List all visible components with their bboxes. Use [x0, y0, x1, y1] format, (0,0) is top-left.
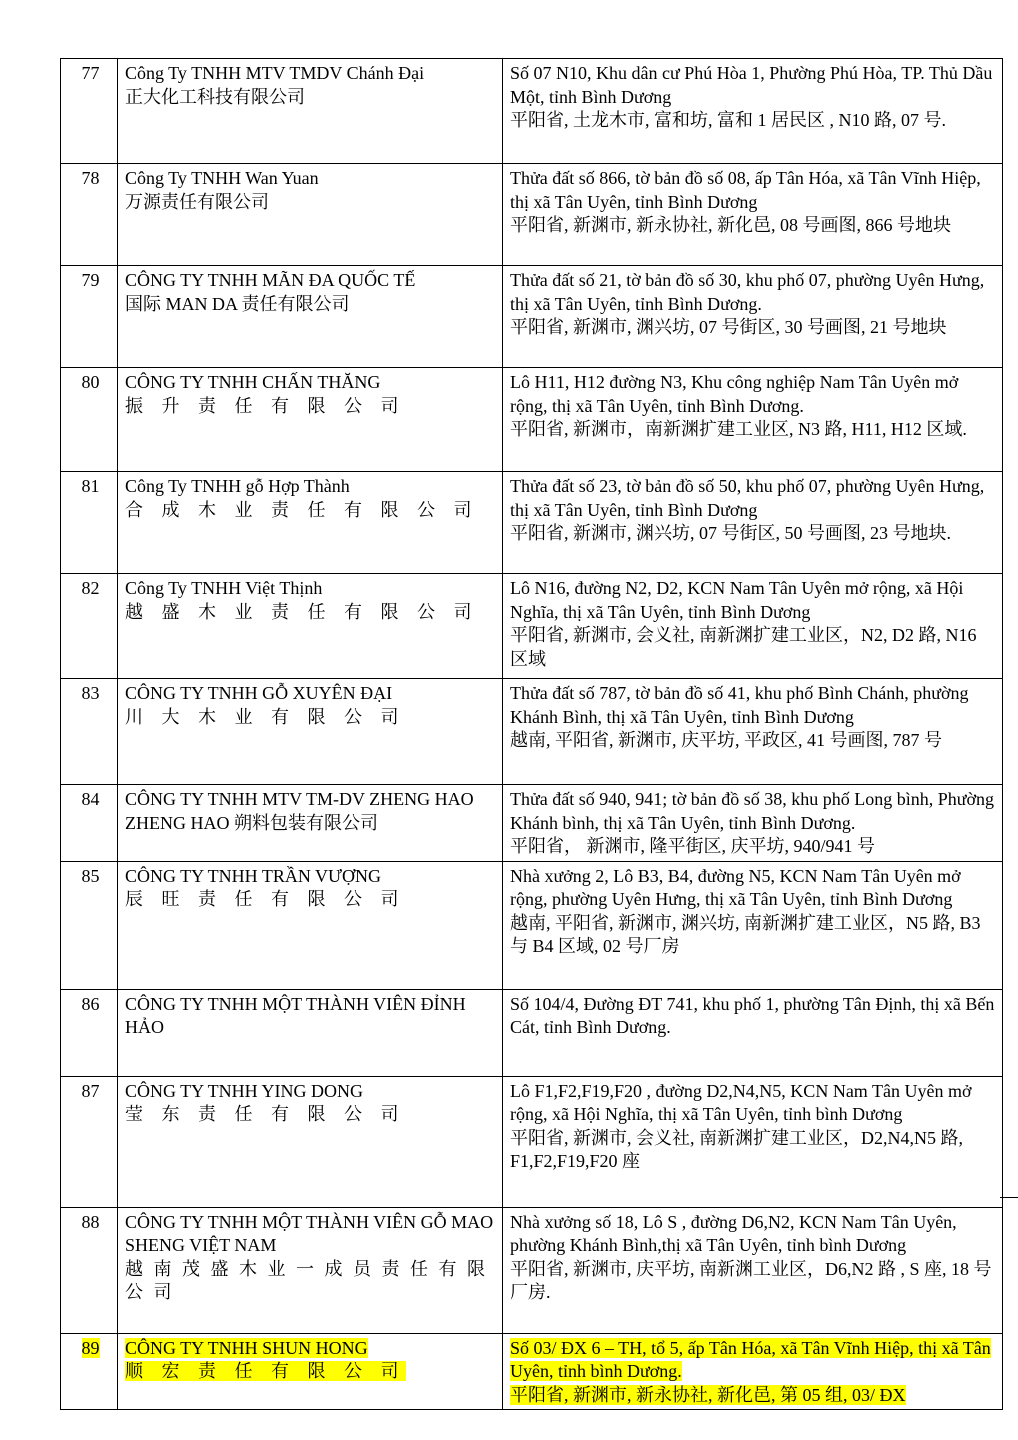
table-row: [61, 59, 1003, 164]
company-address: Thửa đất số 787, tờ bản đồ số 41, khu phố Bình Chánh, phường Khánh Bình, thị xã Tân Uyên, tỉnh Bình Dương 越南, 平阳省, 新渊市, 庆平坊, 平政区, 41 号画图, 787 号: [503, 679, 1003, 785]
table-row: [61, 989, 1003, 1076]
company-name: CÔNG TY TNHH MỘT THÀNH VIÊN ĐỈNH HẢO: [118, 989, 503, 1076]
row-number: 77: [61, 59, 118, 164]
table-row: [61, 266, 1003, 368]
company-name: Công Ty TNHH Wan Yuan 万源责任有限公司: [118, 164, 503, 266]
company-address: Số 07 N10, Khu dân cư Phú Hòa 1, Phường Phú Hòa, TP. Thủ Dầu Một, tỉnh Bình Dương 平阳省, 土龙木市, 富和坊, 富和 1 居民区 , N10 路, 07 号.: [503, 59, 1003, 164]
row-number: 82: [61, 574, 118, 679]
company-name: CÔNG TY TNHH YING DONG 莹 东 责 任 有 限 公 司: [118, 1076, 503, 1207]
table-row: [61, 1333, 1003, 1410]
row-number: 86: [61, 989, 118, 1076]
company-address: Nhà xưởng 2, Lô B3, B4, đường N5, KCN Nam Tân Uyên mở rộng, phường Uyên Hưng, thị xã Tân Uyên, tỉnh Bình Dương 越南, 平阳省, 新渊市, 渊兴坊, 南新渊扩建工业区，N5 路, B3 与 B4 区域, 02 号厂房: [503, 861, 1003, 989]
table-row: [61, 574, 1003, 679]
row-number: 85: [61, 861, 118, 989]
table-row: [61, 679, 1003, 785]
table-row: [61, 472, 1003, 574]
company-name: CÔNG TY TNHH MỘT THÀNH VIÊN GỖ MAO SHENG VIỆT NAM 越 南 茂 盛 木 业 一 成 员 责 任 有 限 公 司: [118, 1207, 503, 1333]
company-name: Công Ty TNHH gỗ Hợp Thành 合 成 木 业 责 任 有 限 公 司: [118, 472, 503, 574]
row-number: 84: [61, 785, 118, 862]
row-number: 81: [61, 472, 118, 574]
company-table: [60, 58, 1003, 1410]
company-address: Số 104/4, Đường ĐT 741, khu phố 1, phường Tân Định, thị xã Bến Cát, tỉnh Bình Dương.: [503, 989, 1003, 1076]
company-address: Thửa đất số 866, tờ bản đồ số 08, ấp Tân Hóa, xã Tân Vĩnh Hiệp, thị xã Tân Uyên, tỉnh Bình Dương 平阳省, 新渊市, 新永协社, 新化邑, 08 号画图, 866 号地块: [503, 164, 1003, 266]
row-number: 87: [61, 1076, 118, 1207]
table-row: [61, 861, 1003, 989]
company-address: Số 03/ ĐX 6 – TH, tổ 5, ấp Tân Hóa, xã Tân Vĩnh Hiệp, thị xã Tân Uyên, tỉnh bình Dương. 平阳省, 新渊市, 新永协社, 新化邑, 第 05 组, 03/ ĐX: [503, 1333, 1003, 1410]
stray-border-line: [1000, 1197, 1018, 1198]
row-number: 83: [61, 679, 118, 785]
table-row: [61, 368, 1003, 472]
row-number: 88: [61, 1207, 118, 1333]
row-number: 89: [61, 1333, 118, 1410]
company-address: Lô H11, H12 đường N3, Khu công nghiệp Nam Tân Uyên mở rộng, thị xã Tân Uyên, tỉnh Bình Dương. 平阳省, 新渊市，南新渊扩建工业区, N3 路, H11, H12 区域.: [503, 368, 1003, 472]
table-row: [61, 785, 1003, 862]
company-address: Lô F1,F2,F19,F20 , đường D2,N4,N5, KCN Nam Tân Uyên mở rộng, xã Hội Nghĩa, thị xã Tân Uyên, tỉnh bình Dương 平阳省, 新渊市, 会义社, 南新渊扩建工业区，D2,N4,N5 路, F1,F2,F19,F20 座: [503, 1076, 1003, 1207]
company-name: CÔNG TY TNHH MTV TM-DV ZHENG HAO ZHENG HAO 朔料包装有限公司: [118, 785, 503, 862]
table-row: [61, 1207, 1003, 1333]
row-number: 78: [61, 164, 118, 266]
table-row: [61, 164, 1003, 266]
table-row: [61, 1076, 1003, 1207]
company-address: Nhà xưởng số 18, Lô S , đường D6,N2, KCN Nam Tân Uyên, phường Khánh Bình,thị xã Tân Uyên, tỉnh bình Dương 平阳省, 新渊市, 庆平坊, 南新渊工业区，D6,N2 路 , S 座, 18 号厂房.: [503, 1207, 1003, 1333]
company-name: CÔNG TY TNHH TRẦN VƯỢNG 辰 旺 责 任 有 限 公 司: [118, 861, 503, 989]
company-name: CÔNG TY TNHH CHẤN THĂNG 振 升 责 任 有 限 公 司: [118, 368, 503, 472]
company-address: Thửa đất số 21, tờ bản đồ số 30, khu phố 07, phường Uyên Hưng, thị xã Tân Uyên, tỉnh Bình Dương. 平阳省, 新渊市, 渊兴坊, 07 号街区, 30 号画图, 21 号地块: [503, 266, 1003, 368]
company-name: CÔNG TY TNHH SHUN HONG 顺 宏 责 任 有 限 公 司: [118, 1333, 503, 1410]
company-name: CÔNG TY TNHH GỖ XUYÊN ĐẠI 川 大 木 业 有 限 公 司: [118, 679, 503, 785]
row-number: 79: [61, 266, 118, 368]
company-address: Thửa đất số 23, tờ bản đồ số 50, khu phố 07, phường Uyên Hưng, thị xã Tân Uyên, tỉnh Bình Dương 平阳省, 新渊市, 渊兴坊, 07 号街区, 50 号画图, 23 号地块.: [503, 472, 1003, 574]
row-number: 80: [61, 368, 118, 472]
company-address: Lô N16, đường N2, D2, KCN Nam Tân Uyên mở rộng, xã Hội Nghĩa, thị xã Tân Uyên, tỉnh Bình Dương 平阳省, 新渊市, 会义社, 南新渊扩建工业区，N2, D2 路, N16 区域: [503, 574, 1003, 679]
company-name: CÔNG TY TNHH MÃN ĐA QUỐC TẾ 国际 MAN DA 责任有限公司: [118, 266, 503, 368]
company-name: Công Ty TNHH Việt Thịnh 越 盛 木 业 责 任 有 限 公 司: [118, 574, 503, 679]
company-address: Thửa đất số 940, 941; tờ bản đồ số 38, khu phố Long bình, Phường Khánh bình, thị xã Tân Uyên, tỉnh Bình Dương. 平阳省， 新渊市, 隆平街区, 庆平坊, 940/941 号: [503, 785, 1003, 862]
company-name: Công Ty TNHH MTV TMDV Chánh Đại 正大化工科技有限公司: [118, 59, 503, 164]
